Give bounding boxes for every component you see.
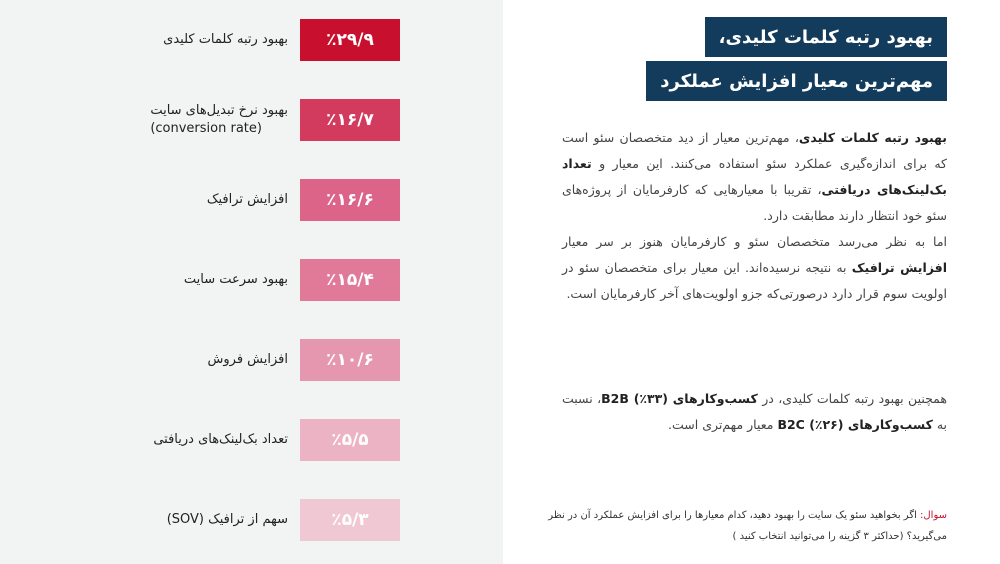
metric-row (0, 499, 503, 541)
metric-row (0, 259, 503, 301)
metric-label-text: بهبود رتبه کلمات کلیدی (163, 32, 288, 47)
bold-keyword-rank: بهبود رتبه کلمات کلیدی (798, 130, 947, 145)
bold-traffic: افزایش ترافیک (851, 260, 948, 275)
title-line-2: مهم‌ترین معیار افزایش عملکرد (646, 61, 947, 101)
bold-b2c: کسب‌وکارهای B2C (٪۲۶) (777, 417, 933, 432)
metric-value-box: ٪۱۶/۶ (300, 179, 400, 221)
question-label: سوال: (920, 510, 947, 521)
metric-value-box: ٪۱۰/۶ (300, 339, 400, 381)
metric-row (0, 19, 503, 61)
metric-value-box: ٪۱۵/۴ (300, 259, 400, 301)
metric-label-text: تعداد بک‌لینک‌های دریافتی (153, 432, 288, 447)
bold-b2b: کسب‌وکارهای B2B (٪۳۳) (601, 391, 758, 406)
metric-value-box: ٪۵/۵ (300, 419, 400, 461)
title-line-1: بهبود رتبه کلمات کلیدی، (705, 17, 947, 57)
intro-paragraph: بهبود رتبه کلمات کلیدی، مهم‌ترین معیار از دید متخصصان سئو است که برای اندازه‌گیری عملکرد سئو استفاده می‌کنند. این معیار و تعداد بک‌لینک‌های دریافتی، تقریبا با معیارهایی که کارفرمایان از پروژه‌های سئو خود انتظار دارند مطابقت دارد. اما به نظر می‌رسد متخصصان سئو و کارفرمایان هنوز بر سر معیار افزایش ترافیک به نتیجه نرسیده‌اند. این معیار برای متخصصان سئو در اولویت سوم قرار دارد درصورتی‌که جزو اولویت‌های آخر کارفرمایان است. (562, 130, 948, 301)
metric-label (167, 499, 288, 541)
metric-label (184, 259, 288, 301)
metric-label-text: بهبود سرعت سایت (183, 272, 288, 287)
metric-value-box: ٪۲۹/۹ (300, 19, 400, 61)
metric-row (0, 419, 503, 461)
b2b-paragraph: همچنین بهبود رتبه کلمات کلیدی، در کسب‌وکارهای B2B (٪۳۳)، نسبت به کسب‌وکارهای B2C (٪۲۶) معیار مهم‌تری است. (562, 391, 947, 432)
metric-label-text: سهم از ترافیک (SOV) (166, 512, 288, 527)
metric-label (150, 99, 288, 141)
metric-row (0, 339, 503, 381)
metric-value-box: ٪۵/۳ (300, 499, 400, 541)
metric-row (0, 179, 503, 221)
metric-label (163, 19, 288, 61)
metric-label-text: بهبود نرخ تبدیل‌های سایت (150, 103, 288, 118)
metric-label-text: افزایش فروش (207, 352, 288, 367)
metric-label (207, 179, 288, 221)
survey-question (547, 505, 947, 547)
bold-backlinks: تعداد بک‌لینک‌های دریافتی (562, 156, 947, 197)
metric-value-box: ٪۱۶/۷ (300, 99, 400, 141)
metric-label-sub: (conversion rate) (150, 121, 262, 136)
question-text: اگر بخواهید سئو یک سایت را بهبود دهید، کدام معیارها را برای افزایش عملکرد آن در نظر می‌گیرید؟ (حداکثر ۳ گزینه را می‌توانید انتخاب کنید ) (548, 510, 947, 542)
text-panel (503, 0, 1000, 564)
metric-row (0, 99, 503, 141)
metric-label-text: افزایش ترافیک (206, 192, 288, 207)
metric-label (208, 339, 288, 381)
metric-label (153, 419, 288, 461)
